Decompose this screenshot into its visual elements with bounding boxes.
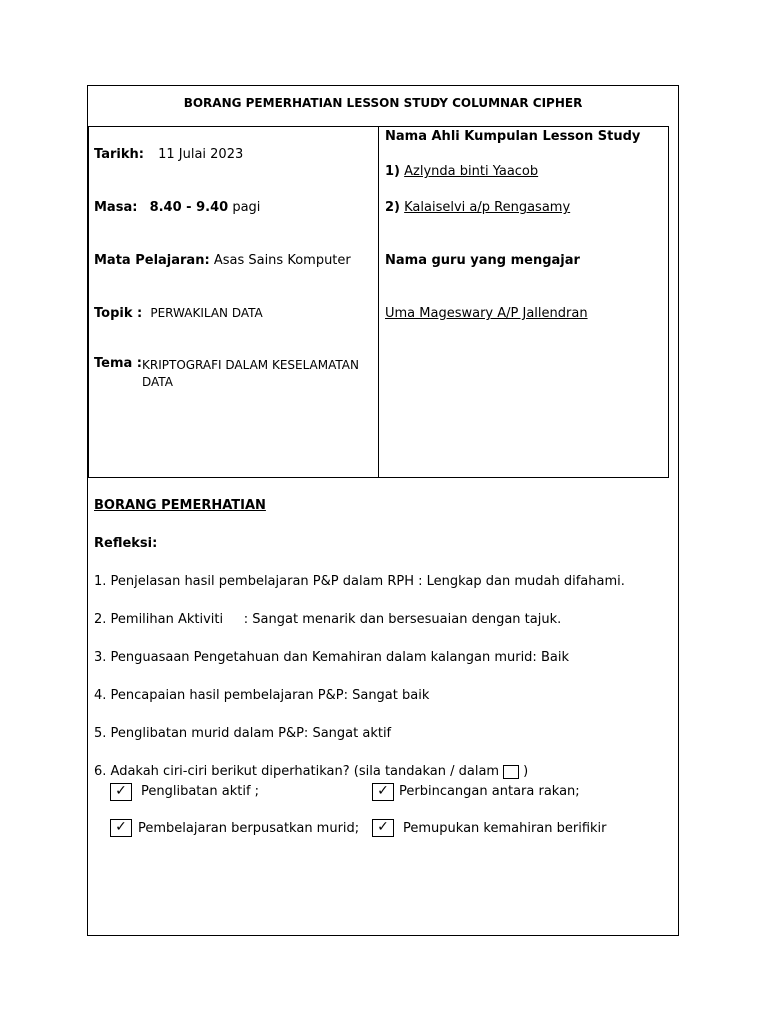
- masa-label: Masa:: [94, 200, 138, 215]
- list-item: 4. Pencapaian hasil pembelajaran P&P: Sangat baik: [94, 688, 430, 703]
- member-2-name: Kalaiselvi a/p Rengasamy: [404, 200, 571, 215]
- tarikh-value: 11 Julai 2023: [158, 147, 244, 162]
- question-6: [94, 764, 528, 779]
- section-title: BORANG PEMERHATIAN: [94, 498, 266, 513]
- mata-pelajaran-label: Mata Pelajaran:: [94, 253, 210, 268]
- tema-value: KRIPTOGRAFI DALAM KESELAMATAN DATA: [142, 358, 359, 389]
- tema-label: Tema :: [94, 356, 143, 371]
- question-6-text: 6. Adakah ciri-ciri berikut diperhatikan? (sila tandakan / dalam: [94, 764, 500, 779]
- question-6-close: ): [523, 764, 529, 779]
- guru-label: Nama guru yang mengajar: [385, 253, 580, 268]
- member-1-number: 1): [385, 164, 400, 179]
- refleksi-label: Refleksi:: [94, 536, 158, 551]
- list-item: 1. Penjelasan hasil pembelajaran P&P dalam RPH : Lengkap dan mudah difahami.: [94, 574, 625, 589]
- info-table: [88, 126, 669, 478]
- check-label-pembelajaran: Pembelajaran berpusatkan murid;: [138, 821, 360, 836]
- observation-form: [87, 85, 679, 936]
- list-item: 2. Pemilihan Aktiviti : Sangat menarik dan bersesuaian dengan tajuk.: [94, 612, 562, 627]
- guru-name: Uma Mageswary A/P Jallendran: [385, 306, 588, 321]
- member-1-name: Azlynda binti Yaacob: [404, 164, 539, 179]
- form-title: BORANG PEMERHATIAN LESSON STUDY COLUMNAR CIPHER: [183, 96, 583, 110]
- topik-label: Topik :: [94, 306, 143, 321]
- tarikh-label: Tarikh:: [94, 147, 144, 162]
- check-label-perbincangan: Perbincangan antara rakan;: [399, 784, 580, 799]
- check-label-penglibatan: Penglibatan aktif ;: [141, 784, 260, 799]
- table-divider: [378, 127, 379, 477]
- mata-pelajaran-row: [94, 253, 351, 268]
- list-item: 3. Penguasaan Pengetahuan dan Kemahiran dalam kalangan murid: Baik: [94, 650, 569, 665]
- sample-checkbox: [503, 765, 519, 779]
- member-2: [385, 200, 570, 215]
- list-item: 5. Penglibatan murid dalam P&P: Sangat aktif: [94, 726, 392, 741]
- member-2-number: 2): [385, 200, 400, 215]
- checkbox-pembelajaran[interactable]: ✓: [110, 819, 132, 837]
- member-1: [385, 164, 538, 179]
- topik-row: [94, 306, 263, 321]
- topik-value: PERWAKILAN DATA: [150, 306, 263, 320]
- tarikh-row: [94, 147, 243, 162]
- masa-suffix: pagi: [232, 200, 261, 215]
- mata-pelajaran-value: Asas Sains Komputer: [213, 253, 351, 268]
- masa-value: 8.40 - 9.40: [149, 200, 229, 215]
- checkbox-penglibatan[interactable]: ✓: [110, 783, 132, 801]
- check-label-pemupukan: Pemupukan kemahiran berifikir: [403, 821, 607, 836]
- nama-ahli-label: Nama Ahli Kumpulan Lesson Study: [385, 129, 641, 144]
- checkbox-pemupukan[interactable]: ✓: [372, 819, 394, 837]
- checkbox-perbincangan[interactable]: ✓: [372, 783, 394, 801]
- masa-row: [94, 200, 260, 215]
